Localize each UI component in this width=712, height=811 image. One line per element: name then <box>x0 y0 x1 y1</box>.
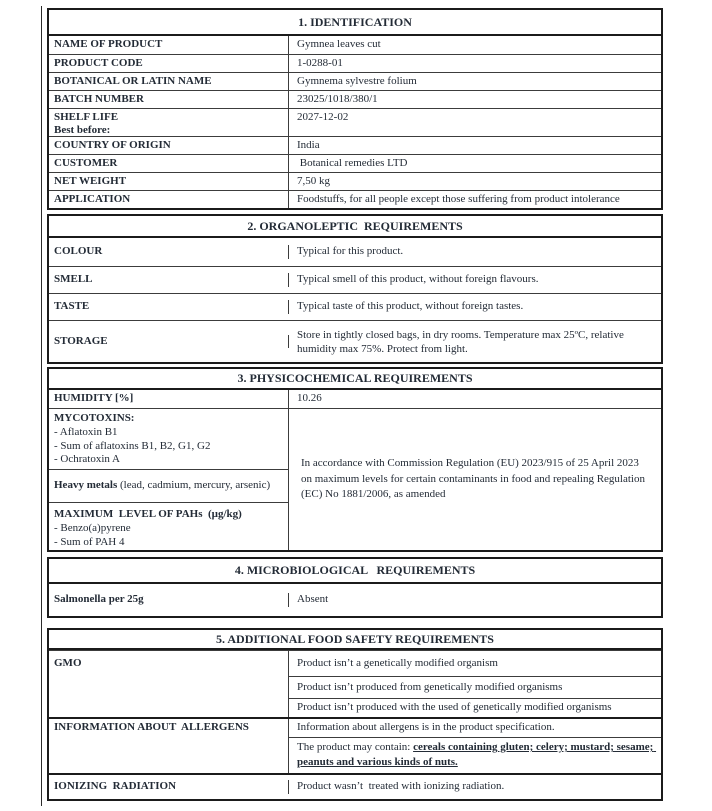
table-row <box>49 238 661 266</box>
row-value: Typical taste of this product, without foreign tastes. <box>297 300 524 313</box>
row-label: SMELL <box>49 273 289 287</box>
row-value: Store in tightly closed bags, in dry rooms. Temperature max 25ºC, relative humidity max 75%. Protect from light. <box>297 328 627 355</box>
row-label: COLOUR <box>49 245 289 259</box>
gmo-label: GMO <box>49 651 289 717</box>
shelf-life-label: SHELF LIFE <box>54 111 119 123</box>
allergens-label: INFORMATION ABOUT ALLERGENS <box>49 719 289 773</box>
row-value: Foodstuffs, for all people except those suffering from product intolerance <box>297 193 620 205</box>
mycotoxins-title: MYCOTOXINS: <box>54 412 135 424</box>
mycotoxin-item: - Sum of aflatoxins B1, B2, G1, G2 <box>54 439 211 452</box>
row-value: India <box>297 139 320 151</box>
section-title: 5. ADDITIONAL FOOD SAFETY REQUIREMENTS <box>49 630 661 650</box>
ionizing-label: IONIZING RADIATION <box>49 780 289 794</box>
contaminants-labels-column <box>49 409 289 550</box>
table-row <box>49 90 661 108</box>
row-label: PRODUCT CODE <box>49 55 289 72</box>
row-label <box>49 109 289 136</box>
food-safety-table <box>47 628 663 801</box>
row-value: 23025/1018/380/1 <box>297 93 378 105</box>
row-value: Typical smell of this product, without foreign flavours. <box>297 273 539 286</box>
gmo-statement: Product isn’t produced with the used of genetically modified organisms <box>289 698 661 717</box>
row-label: BOTANICAL OR LATIN NAME <box>49 73 289 90</box>
pahs-cell <box>49 502 288 550</box>
physicochemical-table <box>47 367 663 552</box>
regulation-note-text: In accordance with Commission Regulation (EU) 2023/915 of 25 April 2023 on maximum levels for certain contaminants in food and repealing Regulation (EC) No 1881/2006, as amended <box>301 457 648 501</box>
row-label: TASTE <box>49 300 289 314</box>
page-margin-line <box>41 6 42 806</box>
row-value: Typical for this product. <box>297 245 404 258</box>
gmo-statement: Product isn’t a genetically modified organism <box>297 656 498 669</box>
regulation-note <box>289 409 661 550</box>
humidity-value: 10.26 <box>297 392 322 404</box>
pahs-item: - Benzo(a)pyrene <box>54 521 131 534</box>
pahs-title: MAXIMUM LEVEL OF PAHs (µg/kg) <box>54 508 242 520</box>
gmo-values-column <box>289 651 661 717</box>
best-before-label: Best before: <box>54 124 111 136</box>
section-title: 2. ORGANOLEPTIC REQUIREMENTS <box>49 216 661 238</box>
humidity-label: HUMIDITY [%] <box>49 390 289 408</box>
allergens-prefix: The product may contain: <box>297 741 414 753</box>
mycotoxins-cell <box>49 409 288 469</box>
microbiological-table <box>47 557 663 618</box>
section-title: 1. IDENTIFICATION <box>49 10 661 36</box>
table-row <box>49 172 661 190</box>
table-row <box>49 72 661 90</box>
row-label: CUSTOMER <box>49 155 289 172</box>
pahs-item: - Sum of PAH 4 <box>54 535 125 548</box>
ionizing-row <box>49 773 661 799</box>
row-label: BATCH NUMBER <box>49 91 289 108</box>
table-row <box>49 154 661 172</box>
row-value: Botanical remedies LTD <box>297 157 408 169</box>
row-value: 1-0288-01 <box>297 57 343 69</box>
allergens-list-emphasis: cereals containing gluten; celery; mustard; sesame; peanuts and various kinds of nuts. <box>297 741 657 768</box>
row-value: Gymnema sylvestre folium <box>297 75 417 87</box>
row-value: Gymnea leaves cut <box>297 38 381 50</box>
salmonella-value: Absent <box>297 593 329 606</box>
table-row <box>49 108 661 136</box>
row-value: 7,50 kg <box>297 175 330 187</box>
row-label: NAME OF PRODUCT <box>49 36 289 54</box>
gmo-statement: Product isn’t produced from genetically modified organisms <box>289 676 661 698</box>
gmo-row <box>49 650 661 717</box>
allergens-statement: Information about allergens is in the product specification. <box>297 721 555 734</box>
allergens-contain-statement <box>289 737 661 773</box>
identification-table <box>47 8 663 210</box>
ionizing-value: Product wasn’t treated with ionizing radiation. <box>297 780 505 793</box>
section-title: 3. PHYSICOCHEMICAL REQUIREMENTS <box>49 369 661 390</box>
table-row <box>49 266 661 293</box>
contaminants-block <box>49 408 661 550</box>
table-row <box>49 54 661 72</box>
heavy-metals-label <box>54 479 270 493</box>
salmonella-label: Salmonella per 25g <box>49 593 289 607</box>
allergens-row <box>49 717 661 773</box>
table-row <box>49 320 661 362</box>
row-label: APPLICATION <box>49 191 289 208</box>
section-title: 4. MICROBIOLOGICAL REQUIREMENTS <box>49 559 661 584</box>
row-label: NET WEIGHT <box>49 173 289 190</box>
table-row <box>49 390 661 408</box>
mycotoxin-item: - Ochratoxin A <box>54 453 120 466</box>
organoleptic-table <box>47 214 663 364</box>
allergens-values-column <box>289 719 661 773</box>
heavy-metals-cell <box>49 469 288 502</box>
mycotoxin-item: - Aflatoxin B1 <box>54 425 118 438</box>
table-row <box>49 190 661 208</box>
row-value: 2027-12-02 <box>297 111 349 123</box>
table-row <box>49 36 661 54</box>
row-label: STORAGE <box>49 335 289 349</box>
table-row <box>49 136 661 154</box>
row-label: COUNTRY OF ORIGIN <box>49 137 289 154</box>
heavy-metals-title: Heavy metals <box>54 479 118 492</box>
table-row <box>49 584 661 616</box>
heavy-metals-detail: (lead, cadmium, mercury, arsenic) <box>117 479 271 492</box>
table-row <box>49 293 661 320</box>
